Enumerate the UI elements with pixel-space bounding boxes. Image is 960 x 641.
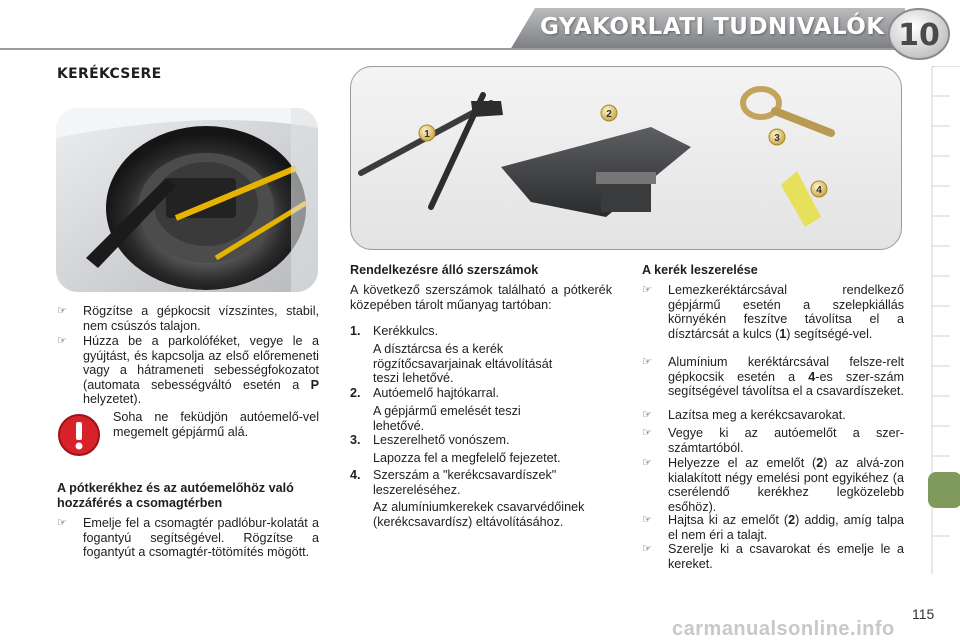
- bolt-cap-tool: [781, 171, 821, 227]
- tool-number: 1.: [350, 324, 361, 338]
- tool-number: 2.: [350, 386, 361, 400]
- tools-heading: Rendelkezésre álló szerszámok: [350, 263, 539, 277]
- access-heading: A pótkerékhez és az autóemelőhöz való hozzáférés a csomagtérben: [57, 481, 294, 510]
- left-bullet-1: ☞ Rögzítse a gépkocsit vízszintes, stabil, nem csúszós talajon.: [57, 304, 319, 333]
- chapter-tabs[interactable]: [928, 66, 960, 576]
- hand-icon: ☞: [57, 305, 67, 317]
- hand-icon: ☞: [642, 356, 652, 368]
- hand-icon: ☞: [642, 284, 652, 296]
- hand-icon: ☞: [57, 517, 67, 529]
- tool-description: Lapozza fel a megfelelő fejezetet.: [373, 451, 561, 465]
- hand-icon: ☞: [642, 543, 652, 555]
- tool-description: Az alumíniumkerekek csavarvédőinek (kerékcsavardísz) eltávolításához.: [373, 500, 585, 529]
- callout-3: 3: [774, 133, 780, 144]
- callout-1: 1: [424, 129, 430, 140]
- tool-description: A gépjármű emelését teszi lehetővé.: [373, 404, 521, 433]
- chapter-number: 10: [898, 18, 940, 53]
- hand-icon: ☞: [642, 514, 652, 526]
- removal-bullet-1: ☞ Lemezkeréktárcsával rendelkező gépjármű esetén a szelepkiállás környékén feszítve távolítsa el a dísztárcsát a kulcs (1) segítségé-vel.: [642, 283, 904, 341]
- tools-photo: [350, 66, 902, 250]
- page-number: 115: [912, 606, 935, 622]
- tool-name: Leszerelhető vonószem.: [373, 433, 510, 447]
- tool-number: 4.: [350, 468, 361, 482]
- removal-bullet-7: ☞ Szerelje ki a csavarokat és emelje le a kereket.: [642, 542, 904, 571]
- left-bullet-2: ☞ Húzza be a parkolóféket, vegye le a gyújtást, és kapcsolja az első előremeneti vagy a hátrameneti sebességfokozatot (automata sebességváltó esetén a P helyzetet).: [57, 334, 319, 407]
- spare-wheel-photo: [56, 108, 318, 292]
- callout-4: 4: [816, 185, 822, 196]
- removal-bullet-3: ☞ Lazítsa meg a kerékcsavarokat.: [642, 408, 846, 422]
- hand-icon: ☞: [642, 457, 652, 469]
- removal-bullet-2: ☞ Alumínium keréktárcsával felsze-relt gépkocsik esetén a 4-es szer-szám segítségével távolítsa el a csavardíszeket.: [642, 355, 904, 399]
- active-chapter-tab: [928, 472, 960, 508]
- chapter-title: GYAKORLATI TUDNIVALÓK: [540, 14, 885, 40]
- warning-icon: [57, 413, 101, 457]
- tool-name: Szerszám a "kerékcsavardíszek" leszereléséhez.: [373, 468, 557, 497]
- removal-bullet-6: ☞ Hajtsa ki az emelőt (2) addig, amíg talpa el nem éri a talajt.: [642, 513, 905, 542]
- warning-text: Soha ne feküdjön autóemelő-vel megemelt gépjármű alá.: [113, 410, 319, 439]
- hand-icon: ☞: [642, 409, 652, 421]
- callout-2: 2: [606, 109, 612, 120]
- removal-heading: A kerék leszerelése: [642, 263, 758, 277]
- hand-icon: ☞: [642, 427, 652, 439]
- tool-description: A dísztárcsa és a kerék rögzítőcsavarjainak eltávolítását teszi lehetővé.: [373, 342, 553, 386]
- access-bullet: ☞ Emelje fel a csomagtér padlóbur-kolatát a fogantyú segítségével. Rögzítse a fogantyút a csomagtér-tötömítés mögött.: [57, 516, 319, 560]
- watermark: carmanualsonline.info: [672, 618, 895, 640]
- tool-name: Kerékkulcs.: [373, 324, 439, 338]
- tool-name: Autóemelő hajtókarral.: [373, 386, 500, 400]
- section-title: KERÉKCSERE: [57, 66, 162, 82]
- tool-number: 3.: [350, 433, 361, 447]
- page-header: [0, 0, 960, 60]
- removal-bullet-5: ☞ Helyezze el az emelőt (2) az alvá-zon kialakított négy emelési pont egyikéhez (a cserélendő kerékhez legközelebb esőhöz).: [642, 456, 904, 514]
- removal-bullet-4: ☞ Vegye ki az autóemelőt a szer-számtartóból.: [642, 426, 904, 455]
- tools-intro: A következő szerszámok található a pótkerék közepében tárolt műanyag tartóban:: [350, 283, 612, 312]
- hand-icon: ☞: [57, 335, 67, 347]
